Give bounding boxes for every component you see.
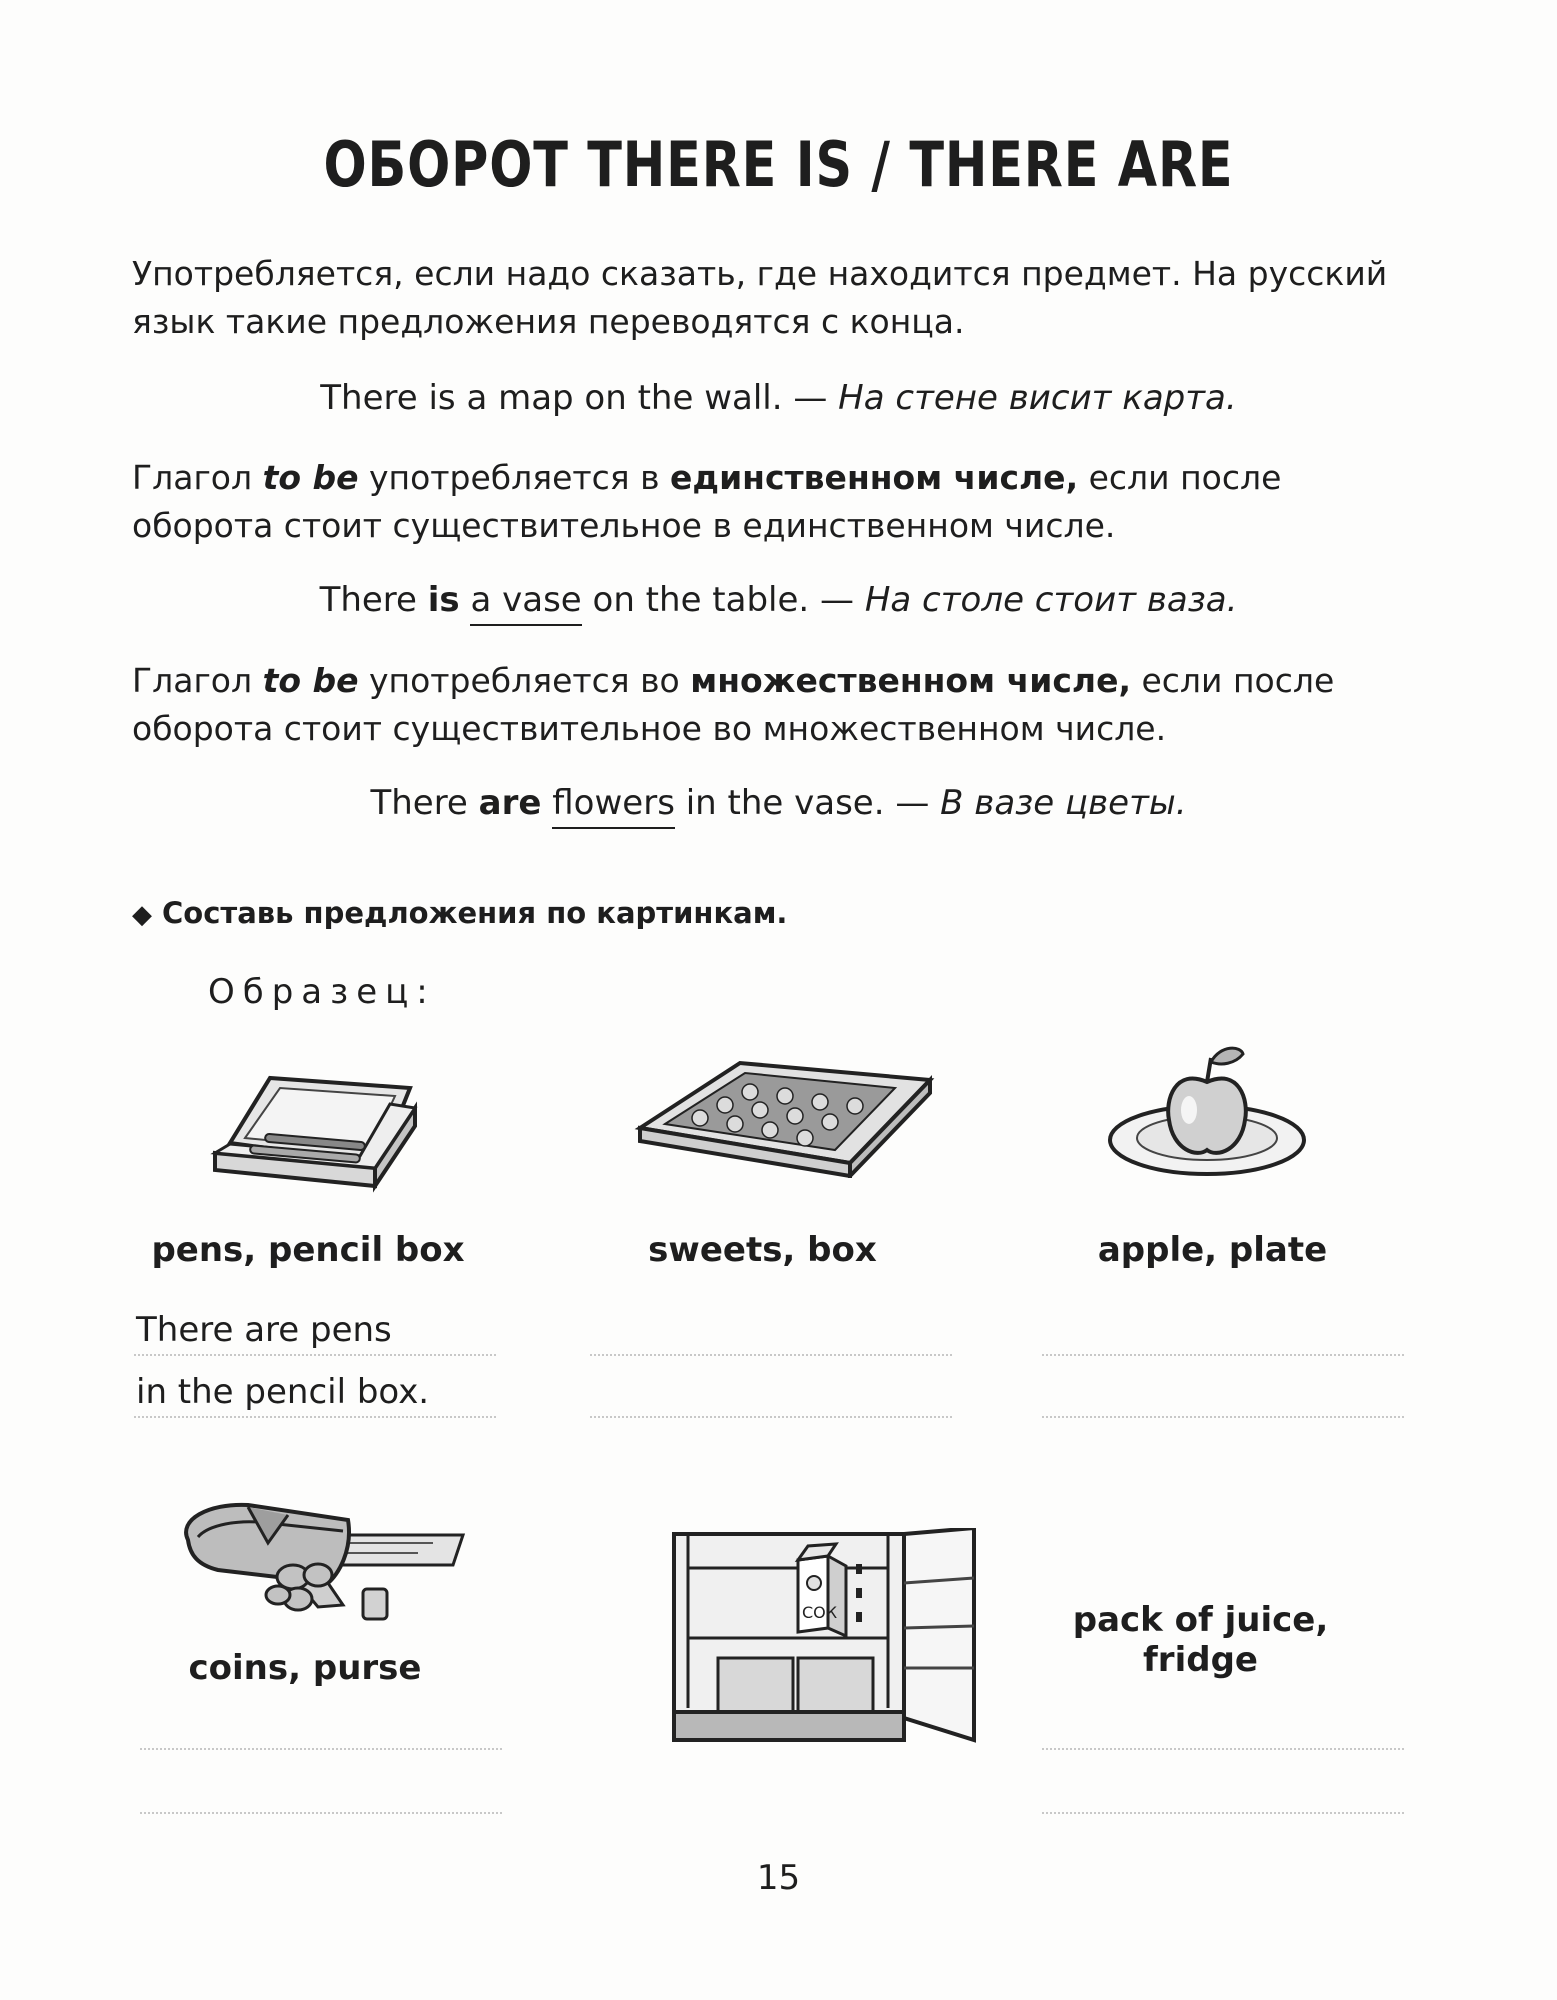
example-flowers xyxy=(0,783,1557,823)
example-flowers-part: There xyxy=(370,783,479,823)
example-map-en: There is a map on the wall. xyxy=(320,378,783,418)
task-text: Составь предложения по картинкам. xyxy=(162,896,788,930)
example-vase xyxy=(0,580,1557,620)
example-flowers-noun: flowers xyxy=(552,783,675,829)
example-vase-verb: is xyxy=(427,580,460,620)
sample-answer-line-1: There are pens xyxy=(136,1310,392,1350)
item-label-pens: pens, pencil box xyxy=(151,1230,465,1270)
answer-line[interactable] xyxy=(140,1748,502,1750)
item-label-sweets: sweets, box xyxy=(648,1230,877,1270)
example-flowers-verb: are xyxy=(478,783,542,823)
rule-singular xyxy=(132,454,1402,550)
item-label-apple: apple, plate xyxy=(1097,1230,1328,1270)
diamond-icon: ◆ xyxy=(132,900,152,930)
rule-plural-verb: to be xyxy=(262,661,359,700)
fridge-icon xyxy=(668,1528,980,1746)
purse-coins-icon xyxy=(178,1495,468,1630)
answer-line[interactable] xyxy=(590,1416,952,1418)
rule-plural-part: употребляется во xyxy=(358,661,691,700)
page-number: 15 xyxy=(756,1858,801,1898)
answer-line[interactable] xyxy=(1042,1748,1404,1750)
task-instruction xyxy=(132,896,787,930)
answer-line xyxy=(134,1354,496,1356)
example-flowers-ru: В вазе цветы. xyxy=(940,783,1187,823)
example-vase-noun: a vase xyxy=(470,580,581,626)
example-flowers-part: in the vase. xyxy=(674,783,885,823)
pencil-box-icon xyxy=(210,1068,420,1196)
sweets-box-icon xyxy=(630,1058,935,1178)
answer-line[interactable] xyxy=(140,1812,502,1814)
item-label-coins: coins, purse xyxy=(188,1648,422,1688)
juice-pack-text: СОК xyxy=(802,1603,838,1622)
rule-singular-part: Глагол xyxy=(132,458,263,497)
example-flowers-dash: — xyxy=(884,783,941,823)
page-title: ОБОРОТ THERE IS / THERE ARE xyxy=(323,128,1234,201)
rule-plural-bold: множественном числе, xyxy=(690,661,1131,700)
sample-answer-line-2: in the pencil box. xyxy=(136,1372,430,1412)
intro-text: Употребляется, если надо сказать, где находится предмет. На русский язык такие предложения переводятся с конца. xyxy=(132,254,1388,341)
answer-line[interactable] xyxy=(590,1354,952,1356)
rule-plural xyxy=(132,657,1402,753)
rule-singular-part: если после оборота стоит существительное в единственном числе. xyxy=(132,458,1282,545)
rule-plural-part: Глагол xyxy=(132,661,263,700)
example-vase-ru: На столе стоит ваза. xyxy=(864,580,1238,620)
answer-line[interactable] xyxy=(1042,1354,1404,1356)
example-map-ru: На стене висит карта. xyxy=(838,378,1237,418)
example-map xyxy=(0,378,1557,418)
example-vase-part: There xyxy=(319,580,428,620)
rule-singular-part: употребляется в xyxy=(358,458,671,497)
example-vase-space xyxy=(460,580,471,620)
answer-line[interactable] xyxy=(1042,1416,1404,1418)
example-vase-dash: — xyxy=(809,580,865,620)
apple-plate-icon xyxy=(1105,1040,1310,1180)
item-label-juice: pack of juice, fridge xyxy=(1072,1600,1329,1680)
example-flowers-space xyxy=(541,783,552,823)
rule-plural-part: если после оборота стоит существительное во множественном числе. xyxy=(132,661,1335,748)
sample-label: Образец: xyxy=(208,972,436,1012)
example-map-dash: — xyxy=(782,378,839,418)
answer-line[interactable] xyxy=(1042,1812,1404,1814)
answer-line xyxy=(134,1416,496,1418)
example-vase-part: on the table. xyxy=(581,580,810,620)
rule-singular-verb: to be xyxy=(262,458,359,497)
rule-singular-bold: единственном числе, xyxy=(670,458,1079,497)
